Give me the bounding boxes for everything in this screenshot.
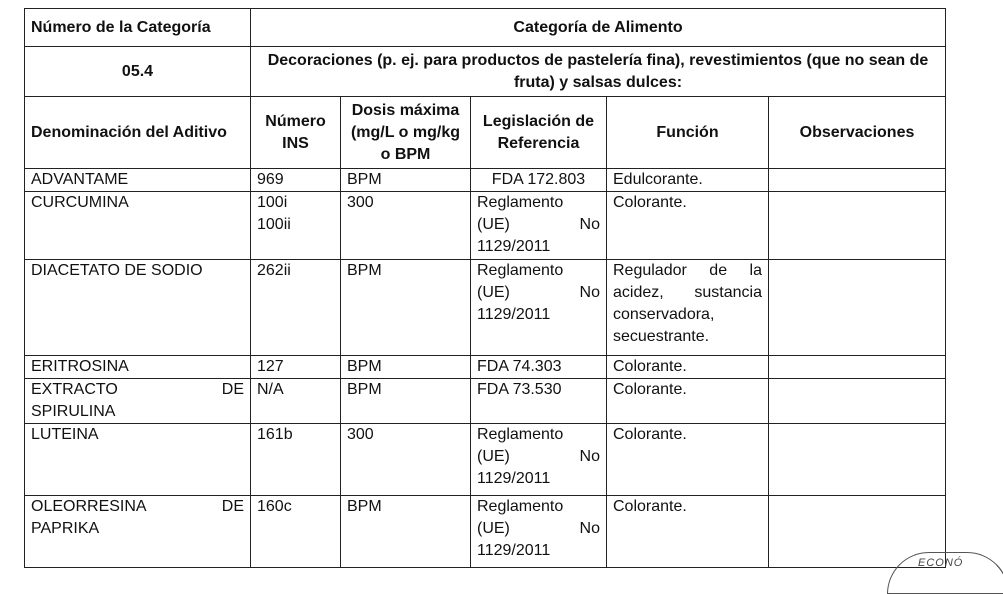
max-dose: BPM bbox=[341, 379, 471, 424]
column-header-row bbox=[25, 97, 946, 169]
col-ins: Número INS bbox=[251, 97, 341, 169]
additive-name bbox=[25, 379, 251, 424]
additive-name: DIACETATO DE SODIO bbox=[25, 260, 251, 356]
legislation bbox=[471, 192, 607, 260]
ins-number: 161b bbox=[251, 424, 341, 496]
legislation-line: 1129/2011 bbox=[477, 470, 551, 487]
function: Colorante. bbox=[607, 356, 769, 379]
table-row bbox=[25, 379, 946, 424]
additive-name-line: SPIRULINA bbox=[31, 403, 116, 420]
max-dose: BPM bbox=[341, 496, 471, 568]
max-dose: 300 bbox=[341, 424, 471, 496]
max-dose: BPM bbox=[341, 169, 471, 192]
legislation-line: Reglamento bbox=[477, 498, 564, 515]
legislation bbox=[471, 260, 607, 356]
ins-number-line: 100ii bbox=[257, 216, 291, 233]
legislation-line: Reglamento bbox=[477, 426, 564, 443]
ins-number bbox=[251, 192, 341, 260]
table-row bbox=[25, 496, 946, 568]
function: Regulador de la acidez, sustancia conservadora, secuestrante. bbox=[607, 260, 769, 356]
category-code: 05.4 bbox=[25, 47, 251, 97]
additive-name-line: PAPRIKA bbox=[31, 520, 100, 537]
additive-name: ADVANTAME bbox=[25, 169, 251, 192]
table-row bbox=[25, 169, 946, 192]
ins-number: 160c bbox=[251, 496, 341, 568]
observations bbox=[769, 356, 946, 379]
header-row-1 bbox=[25, 9, 946, 47]
legislation-line: (UE) No bbox=[477, 216, 600, 233]
legislation-line: (UE) No bbox=[477, 448, 600, 465]
legislation-line: Reglamento bbox=[477, 262, 564, 279]
ins-number-line: 100i bbox=[257, 194, 288, 211]
col-function: Función bbox=[607, 97, 769, 169]
function: Colorante. bbox=[607, 496, 769, 568]
function: Colorante. bbox=[607, 379, 769, 424]
legislation-line: Reglamento bbox=[477, 194, 564, 211]
max-dose: BPM bbox=[341, 356, 471, 379]
ins-number: 262ii bbox=[251, 260, 341, 356]
ins-number: 127 bbox=[251, 356, 341, 379]
function: Colorante. bbox=[607, 424, 769, 496]
legislation-line: (UE) No bbox=[477, 520, 600, 537]
table-row bbox=[25, 260, 946, 356]
function: Colorante. bbox=[607, 192, 769, 260]
additive-name: ERITROSINA bbox=[25, 356, 251, 379]
col-additive: Denominación del Aditivo bbox=[25, 97, 251, 169]
legislation-line: (UE) No bbox=[477, 284, 600, 301]
observations bbox=[769, 424, 946, 496]
official-stamp bbox=[887, 552, 1003, 594]
table-row bbox=[25, 356, 946, 379]
col-observations: Observaciones bbox=[769, 97, 946, 169]
table-row bbox=[25, 424, 946, 496]
ins-number: 969 bbox=[251, 169, 341, 192]
food-category-label: Categoría de Alimento bbox=[251, 9, 946, 47]
additive-name bbox=[25, 496, 251, 568]
observations bbox=[769, 192, 946, 260]
max-dose: 300 bbox=[341, 192, 471, 260]
observations bbox=[769, 260, 946, 356]
legislation-line: 1129/2011 bbox=[477, 306, 551, 323]
additive-name: LUTEINA bbox=[25, 424, 251, 496]
additive-name-line: OLEORRESINA DE bbox=[31, 498, 244, 515]
legislation bbox=[471, 496, 607, 568]
category-description: Decoraciones (p. ej. para productos de pastelería fina), revestimientos (que no sean de fruta) y salsas dulces: bbox=[251, 47, 946, 97]
observations bbox=[769, 379, 946, 424]
max-dose: BPM bbox=[341, 260, 471, 356]
legislation: FDA 73.530 bbox=[471, 379, 607, 424]
legislation-line: 1129/2011 bbox=[477, 238, 551, 255]
table-row bbox=[25, 192, 946, 260]
legislation: FDA 172.803 bbox=[471, 169, 607, 192]
col-legislation: Legislación de Referencia bbox=[471, 97, 607, 169]
legislation-line: 1129/2011 bbox=[477, 542, 551, 559]
additive-name-line: EXTRACTO DE bbox=[31, 381, 244, 398]
stamp-text: ECONÓ bbox=[918, 557, 964, 569]
legislation: FDA 74.303 bbox=[471, 356, 607, 379]
additive-name: CURCUMINA bbox=[25, 192, 251, 260]
observations bbox=[769, 169, 946, 192]
category-number-label: Número de la Categoría bbox=[25, 9, 251, 47]
legislation bbox=[471, 424, 607, 496]
additives-table bbox=[24, 8, 946, 568]
header-row-2 bbox=[25, 47, 946, 97]
col-max-dose: Dosis máxima (mg/L o mg/kg o BPM bbox=[341, 97, 471, 169]
function: Edulcorante. bbox=[607, 169, 769, 192]
ins-number: N/A bbox=[251, 379, 341, 424]
